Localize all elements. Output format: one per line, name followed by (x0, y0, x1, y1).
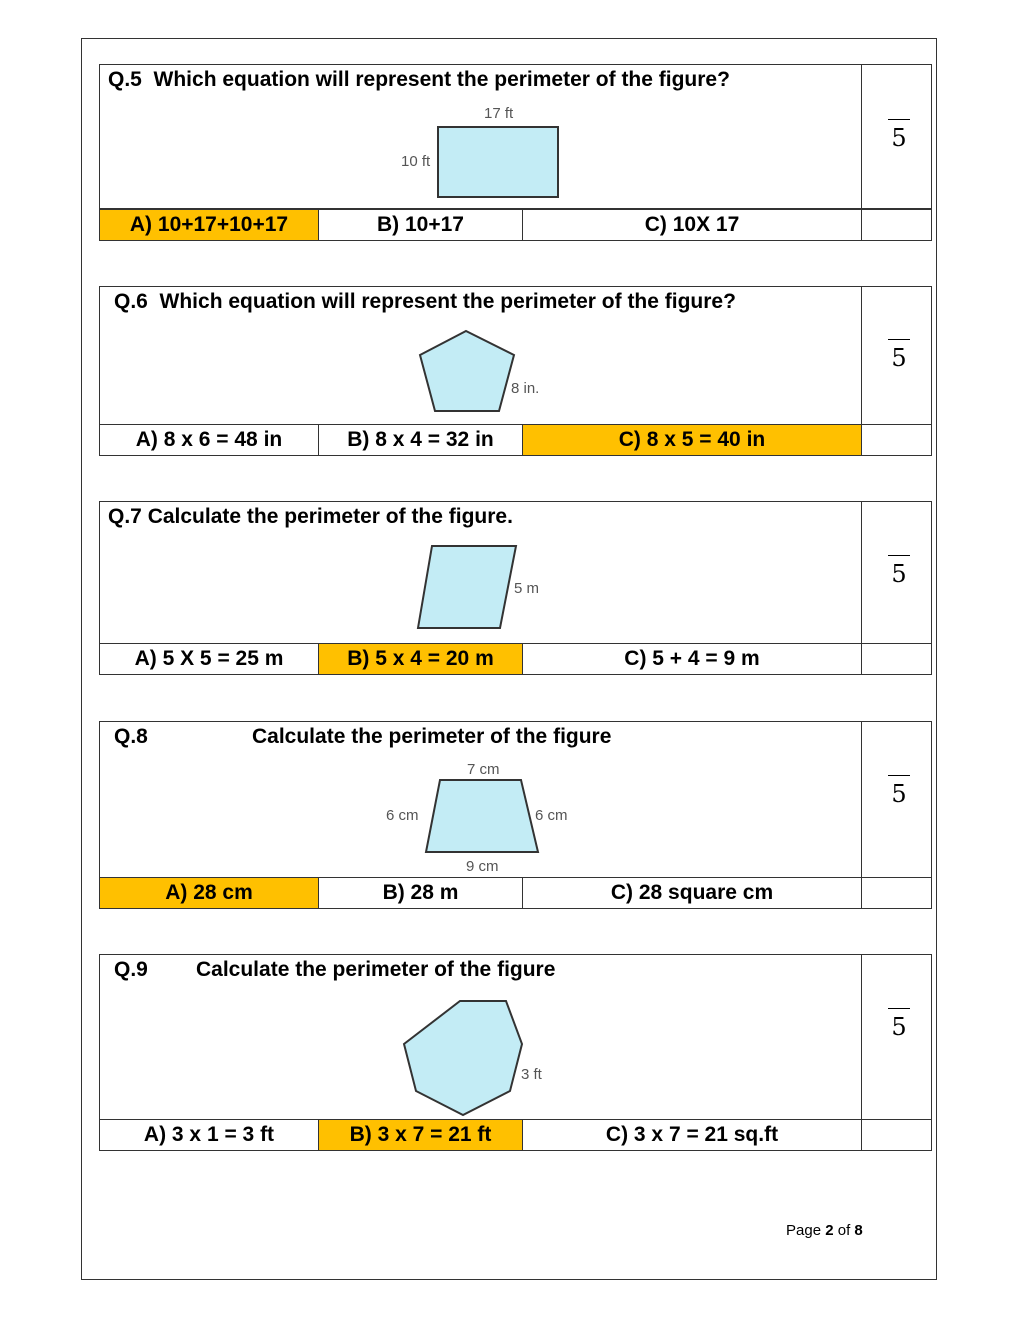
mark-divider (861, 65, 862, 210)
option-a[interactable]: A) 8 x 6 = 48 in (100, 425, 319, 455)
question-label: Q.7 (108, 505, 142, 528)
option-c[interactable]: C) 5 + 4 = 9 m (523, 644, 862, 674)
question-box (99, 286, 932, 425)
dimension-label-side: 3 ft (521, 1066, 542, 1083)
page-footer (786, 1222, 863, 1239)
mark-box (884, 1008, 914, 1041)
dimension-label-top: 7 cm (467, 761, 500, 778)
question-7 (99, 501, 932, 676)
question-prompt: Calculate the perimeter of the figure. (147, 505, 513, 528)
question-box (99, 721, 932, 878)
mark-value: 5 (891, 344, 907, 372)
question-label: Q.8 (114, 725, 148, 748)
answer-options (99, 1119, 932, 1151)
answer-options (99, 209, 932, 241)
question-8 (99, 721, 932, 910)
pentagon-shape (420, 331, 514, 411)
question-label: Q.6 (114, 290, 148, 313)
option-a[interactable]: A) 3 x 1 = 3 ft (100, 1120, 319, 1150)
footer-current-page: 2 (825, 1222, 834, 1239)
question-text (108, 68, 730, 92)
question-prompt: Calculate the perimeter of the figure (196, 958, 556, 981)
option-b[interactable]: B) 8 x 4 = 32 in (319, 425, 523, 455)
question-prompt: Calculate the perimeter of the figure (252, 725, 612, 748)
mark-divider (861, 955, 862, 1121)
question-5 (99, 64, 932, 241)
question-box (99, 954, 932, 1120)
footer-total-pages: 8 (854, 1222, 863, 1239)
question-9 (99, 954, 932, 1152)
mark-divider (861, 287, 862, 426)
dimension-label-left: 6 cm (386, 807, 419, 824)
mark-divider (861, 502, 862, 645)
mark-value: 5 (891, 124, 907, 152)
dimension-label-top: 17 ft (484, 105, 514, 122)
heptagon-shape (404, 1001, 522, 1115)
option-c[interactable]: C) 10X 17 (523, 210, 862, 240)
question-6 (99, 286, 932, 456)
question-label: Q.5 (108, 68, 142, 91)
rhombus-shape (418, 546, 516, 628)
footer-page-word: Page (786, 1222, 822, 1239)
dimension-label-side: 5 m (514, 580, 540, 597)
dimension-label-side: 8 in. (511, 380, 540, 397)
question-box (99, 501, 932, 644)
rectangle-figure (390, 101, 570, 201)
question-label: Q.9 (114, 958, 148, 981)
rhombus-figure (410, 542, 570, 634)
mark-value: 5 (891, 780, 907, 808)
trapezoid-figure (380, 760, 600, 876)
mark-box (884, 119, 914, 152)
dimension-label-left: 10 ft (401, 153, 431, 170)
mark-box (884, 555, 914, 588)
answer-options (99, 424, 932, 456)
option-b[interactable]: B) 5 x 4 = 20 m (319, 644, 523, 674)
question-text (108, 505, 513, 529)
option-mark-cell (862, 425, 931, 455)
option-b[interactable]: B) 28 m (319, 878, 523, 908)
option-c[interactable]: C) 3 x 7 = 21 sq.ft (523, 1120, 862, 1150)
mark-divider (861, 722, 862, 879)
mark-box (884, 775, 914, 808)
option-a[interactable]: A) 28 cm (100, 878, 319, 908)
option-c[interactable]: C) 8 x 5 = 40 in (523, 425, 862, 455)
rectangle-shape (438, 127, 558, 197)
mark-box (884, 339, 914, 372)
dimension-label-bottom: 9 cm (466, 858, 499, 875)
option-b[interactable]: B) 3 x 7 = 21 ft (319, 1120, 523, 1150)
option-mark-cell (862, 644, 931, 674)
option-a[interactable]: A) 10+17+10+17 (100, 210, 319, 240)
option-b[interactable]: B) 10+17 (319, 210, 523, 240)
option-mark-cell (862, 878, 931, 908)
question-box (99, 64, 932, 209)
pentagon-figure (410, 327, 570, 417)
option-c[interactable]: C) 28 square cm (523, 878, 862, 908)
trapezoid-shape (426, 780, 538, 852)
option-mark-cell (862, 210, 931, 240)
answer-options (99, 877, 932, 909)
mark-value: 5 (891, 560, 907, 588)
answer-options (99, 643, 932, 675)
footer-of-word: of (837, 1222, 851, 1239)
mark-value: 5 (891, 1013, 907, 1041)
option-a[interactable]: A) 5 X 5 = 25 m (100, 644, 319, 674)
dimension-label-right: 6 cm (535, 807, 568, 824)
question-prompt: Which equation will represent the perimeter of the figure? (153, 68, 730, 91)
option-mark-cell (862, 1120, 931, 1150)
question-text (114, 290, 736, 314)
heptagon-figure (400, 999, 570, 1119)
question-prompt: Which equation will represent the perimeter of the figure? (159, 290, 736, 313)
